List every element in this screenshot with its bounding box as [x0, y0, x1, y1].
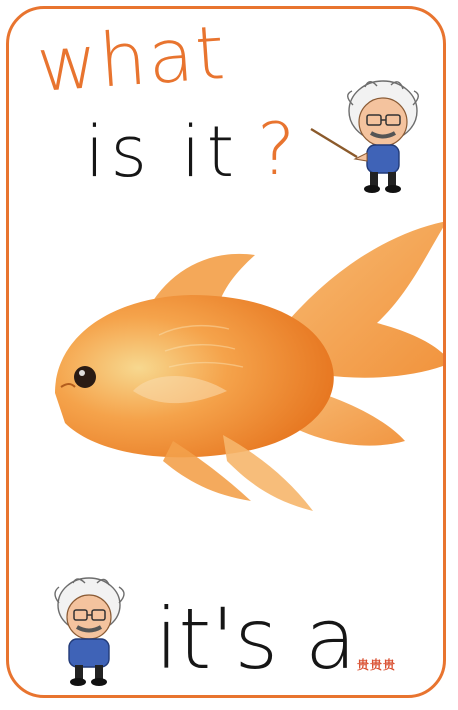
answer-text: it's a [155, 590, 357, 688]
answer-dots: 贵贵贵 [357, 658, 397, 672]
left-leg [370, 172, 378, 187]
body-shirt [367, 145, 399, 173]
right-shoe [91, 678, 107, 686]
left-leg [75, 665, 83, 679]
scientist-pointing-illustration [309, 77, 421, 195]
goldfish-photo [37, 215, 446, 545]
fish-eye [74, 366, 96, 388]
fish-body [55, 295, 334, 457]
anal-fin [223, 435, 313, 511]
left-shoe [70, 678, 86, 686]
body-shirt [69, 639, 109, 667]
right-leg [388, 172, 396, 187]
title-is-it: is it [85, 111, 241, 193]
flash-card [6, 6, 446, 698]
right-shoe [385, 185, 401, 193]
pointer-stick [311, 129, 357, 157]
title-what: what [34, 9, 230, 109]
title-question-mark: ? [257, 107, 296, 191]
left-shoe [364, 185, 380, 193]
scientist-standing-illustration [43, 575, 135, 689]
right-leg [95, 665, 103, 679]
